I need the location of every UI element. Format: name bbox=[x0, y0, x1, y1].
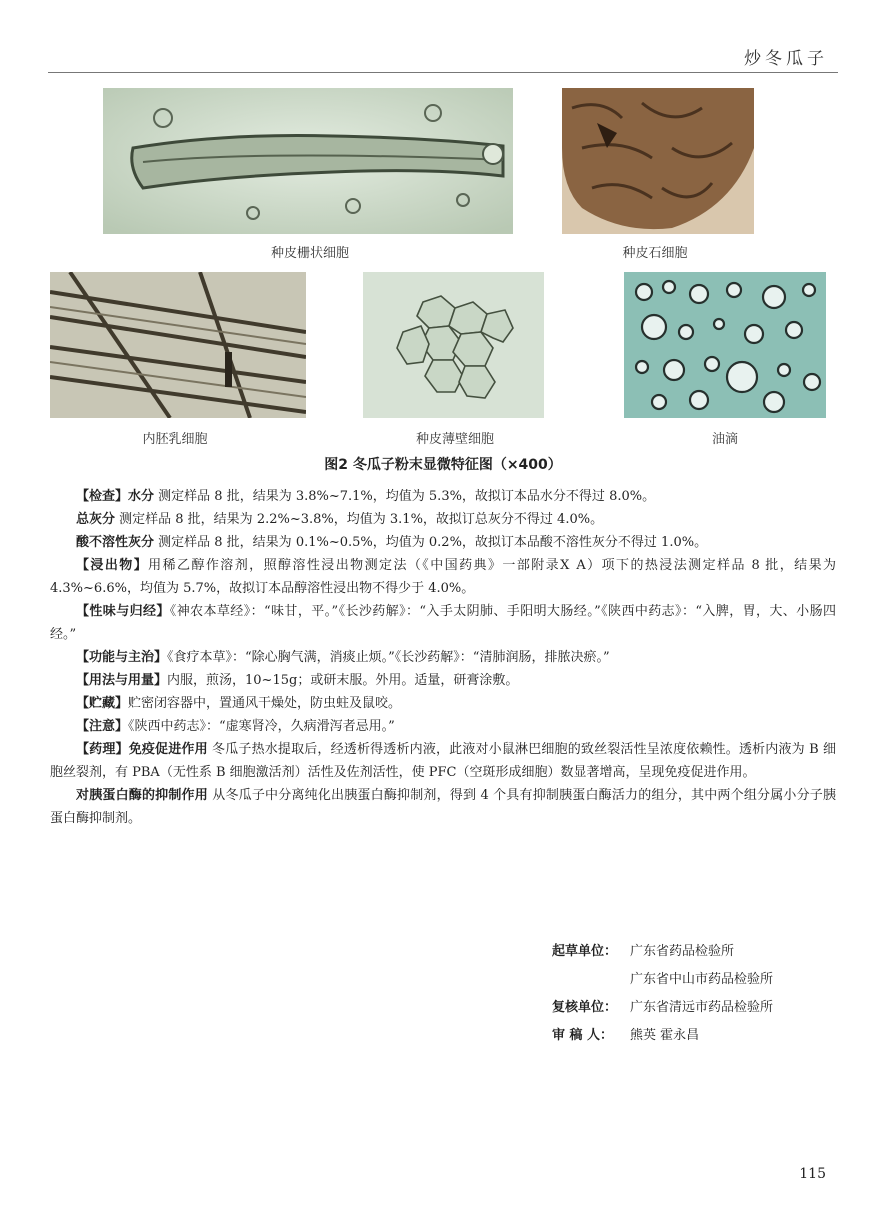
monograph-body bbox=[50, 485, 836, 830]
caption-palisade-cells: 种皮栅状细胞 bbox=[270, 246, 349, 261]
running-title: 炒冬瓜子 bbox=[744, 49, 828, 69]
para-caution: 【注意】《陕西中药志》：“虚寒肾冷，久病滑泻者忌用。” bbox=[76, 719, 395, 734]
para-total-ash: 总灰分 测定样品 8 批，结果为 2.2%~3.8%，均值为 3.1%，故拟订总灰分不得过 4.0%。 bbox=[76, 512, 604, 527]
para-immune: 【药理】免疫促进作用 冬瓜子热水提取后，经透析得透析内液，此液对小鼠淋巴细胞的致丝裂活性呈浓度依赖性。透析内液为 B 细胞丝裂剂，有 PBA（无性系 B 细胞激活剂）活性及佐剂活性，使 PFC（空斑形成细胞）数显著增高，呈现免疫促进作用。 bbox=[50, 742, 836, 780]
page-number: 115 bbox=[799, 1166, 826, 1182]
micrograph-palisade-cells bbox=[103, 88, 513, 234]
review-unit: 广东省清远市药品检验所 bbox=[630, 1000, 774, 1015]
micrograph-stone-cells bbox=[562, 88, 754, 234]
micrograph-parenchyma-cells bbox=[363, 272, 544, 418]
para-usage: 【用法与用量】内服，煎汤，10~15g；或研末服。外用。适量，研膏涂敷。 bbox=[76, 673, 519, 688]
para-trypsin: 对胰蛋白酶的抑制作用 从冬瓜子中分离纯化出胰蛋白酶抑制剂，得到 4 个具有抑制胰蛋白酶活力的组分，其中两个组分属小分子胰蛋白酶抑制剂。 bbox=[50, 788, 836, 826]
para-storage: 【贮藏】贮密闭容器中，置通风干燥处，防虫蛀及鼠咬。 bbox=[76, 696, 402, 711]
para-moisture: 【检查】水分 测定样品 8 批，结果为 3.8%~7.1%，均值为 5.3%，故拟订本品水分不得过 8.0%。 bbox=[76, 489, 656, 504]
caption-parenchyma-cells: 种皮薄壁细胞 bbox=[415, 432, 494, 447]
micrograph-endosperm-cells bbox=[50, 272, 306, 418]
caption-endosperm-cells: 内胚乳细胞 bbox=[142, 432, 208, 447]
para-nature: 【性味与归经】《神农本草经》：“味甘，平。”《长沙药解》：“入手太阴肺、手阳明大肠经。”《陕西中药志》：“入脾，胃，大、小肠四经。” bbox=[50, 604, 836, 642]
micrograph-oil-droplets bbox=[624, 272, 826, 418]
caption-oil-droplets: 油滴 bbox=[711, 432, 738, 447]
review-label: 复核单位： bbox=[552, 1000, 618, 1015]
para-extract: 【浸出物】用稀乙醇作溶剂，照醇溶性浸出物测定法（《中国药典》一部附录Ⅹ A）项下的热浸法测定样品 8 批，结果为 4.3%~6.6%，均值为 5.7%，故拟订本品醇溶性浸出物不得少于 4.0%。 bbox=[50, 558, 836, 596]
drafting-unit-2: 广东省中山市药品检验所 bbox=[630, 972, 774, 987]
reviewer-label: 审 稿 人： bbox=[552, 1028, 614, 1043]
credits-block bbox=[552, 938, 773, 1050]
reviewer-names: 熊英 霍永昌 bbox=[630, 1028, 700, 1043]
drafting-label: 起草单位： bbox=[552, 944, 618, 959]
caption-stone-cells: 种皮石细胞 bbox=[622, 246, 688, 261]
drafting-unit-1: 广东省药品检验所 bbox=[630, 944, 735, 959]
para-function: 【功能与主治】《食疗本草》：“除心胸气满，消痰止烦。”《长沙药解》：“清肺润肠，排脓决瘀。” bbox=[76, 650, 610, 665]
figure-title: 图2 冬瓜子粉末显微特征图（×400） bbox=[324, 457, 562, 473]
para-acid-ash: 酸不溶性灰分 测定样品 8 批，结果为 0.1%~0.5%，均值为 0.2%，故拟订本品酸不溶性灰分不得过 1.0%。 bbox=[76, 535, 708, 550]
header-rule bbox=[48, 72, 838, 73]
